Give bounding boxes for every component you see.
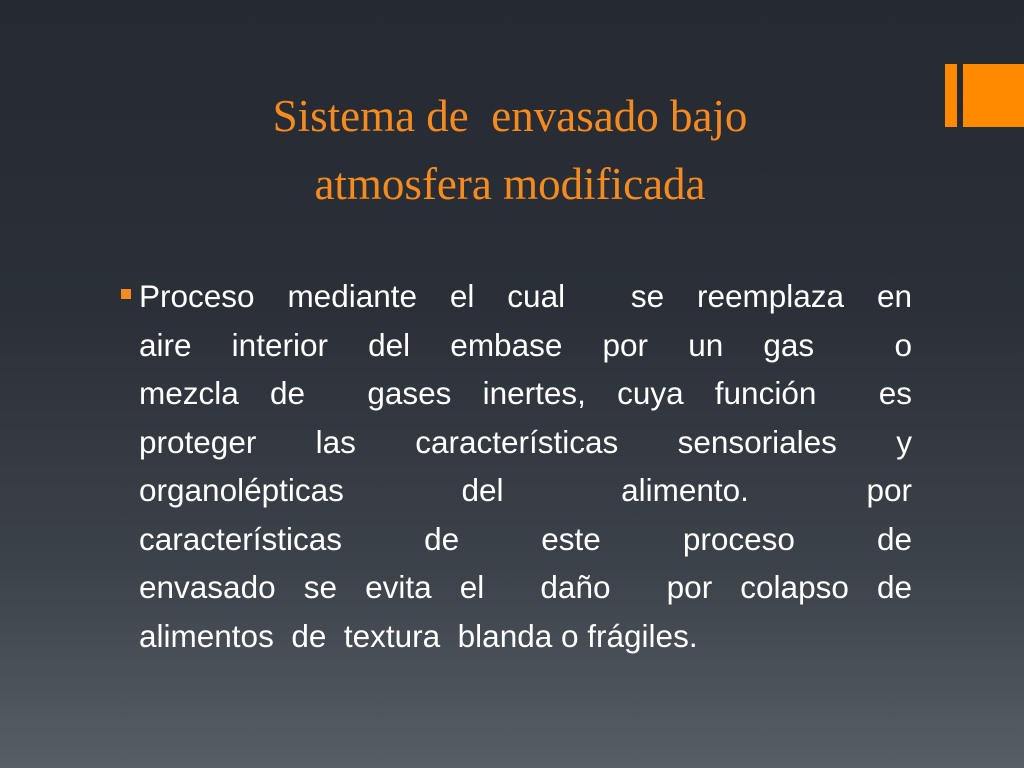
bullet-text-line: aire interior del embase por un gas o (139, 326, 912, 363)
bullet-text-line: organolépticas del alimento. por (139, 472, 912, 508)
accent-bar-thin (945, 64, 957, 127)
bullet-text-line: mezcla de gases inertes, cuya función es (139, 375, 912, 411)
bullet-text-line: características de este proceso de (139, 520, 912, 557)
bullet-text-line: alimentos de textura blanda o frágiles. (139, 617, 698, 654)
title-line: Sistema de envasado bajo (272, 91, 748, 141)
slide-body (117, 272, 912, 660)
slide-title (150, 82, 870, 218)
square-bullet-icon (121, 289, 131, 299)
accent-bar-thick (963, 64, 1024, 127)
title-line: atmosfera modificada (314, 159, 706, 209)
bullet-text (139, 272, 912, 660)
bullet-text-line: envasado se evita el daño por colapso de (139, 569, 912, 605)
bullet-text-line: proteger las características sensoriales y (139, 423, 912, 460)
bullet-item (117, 272, 912, 660)
bullet-text-line: Proceso mediante el cual se reemplaza en (139, 278, 912, 314)
